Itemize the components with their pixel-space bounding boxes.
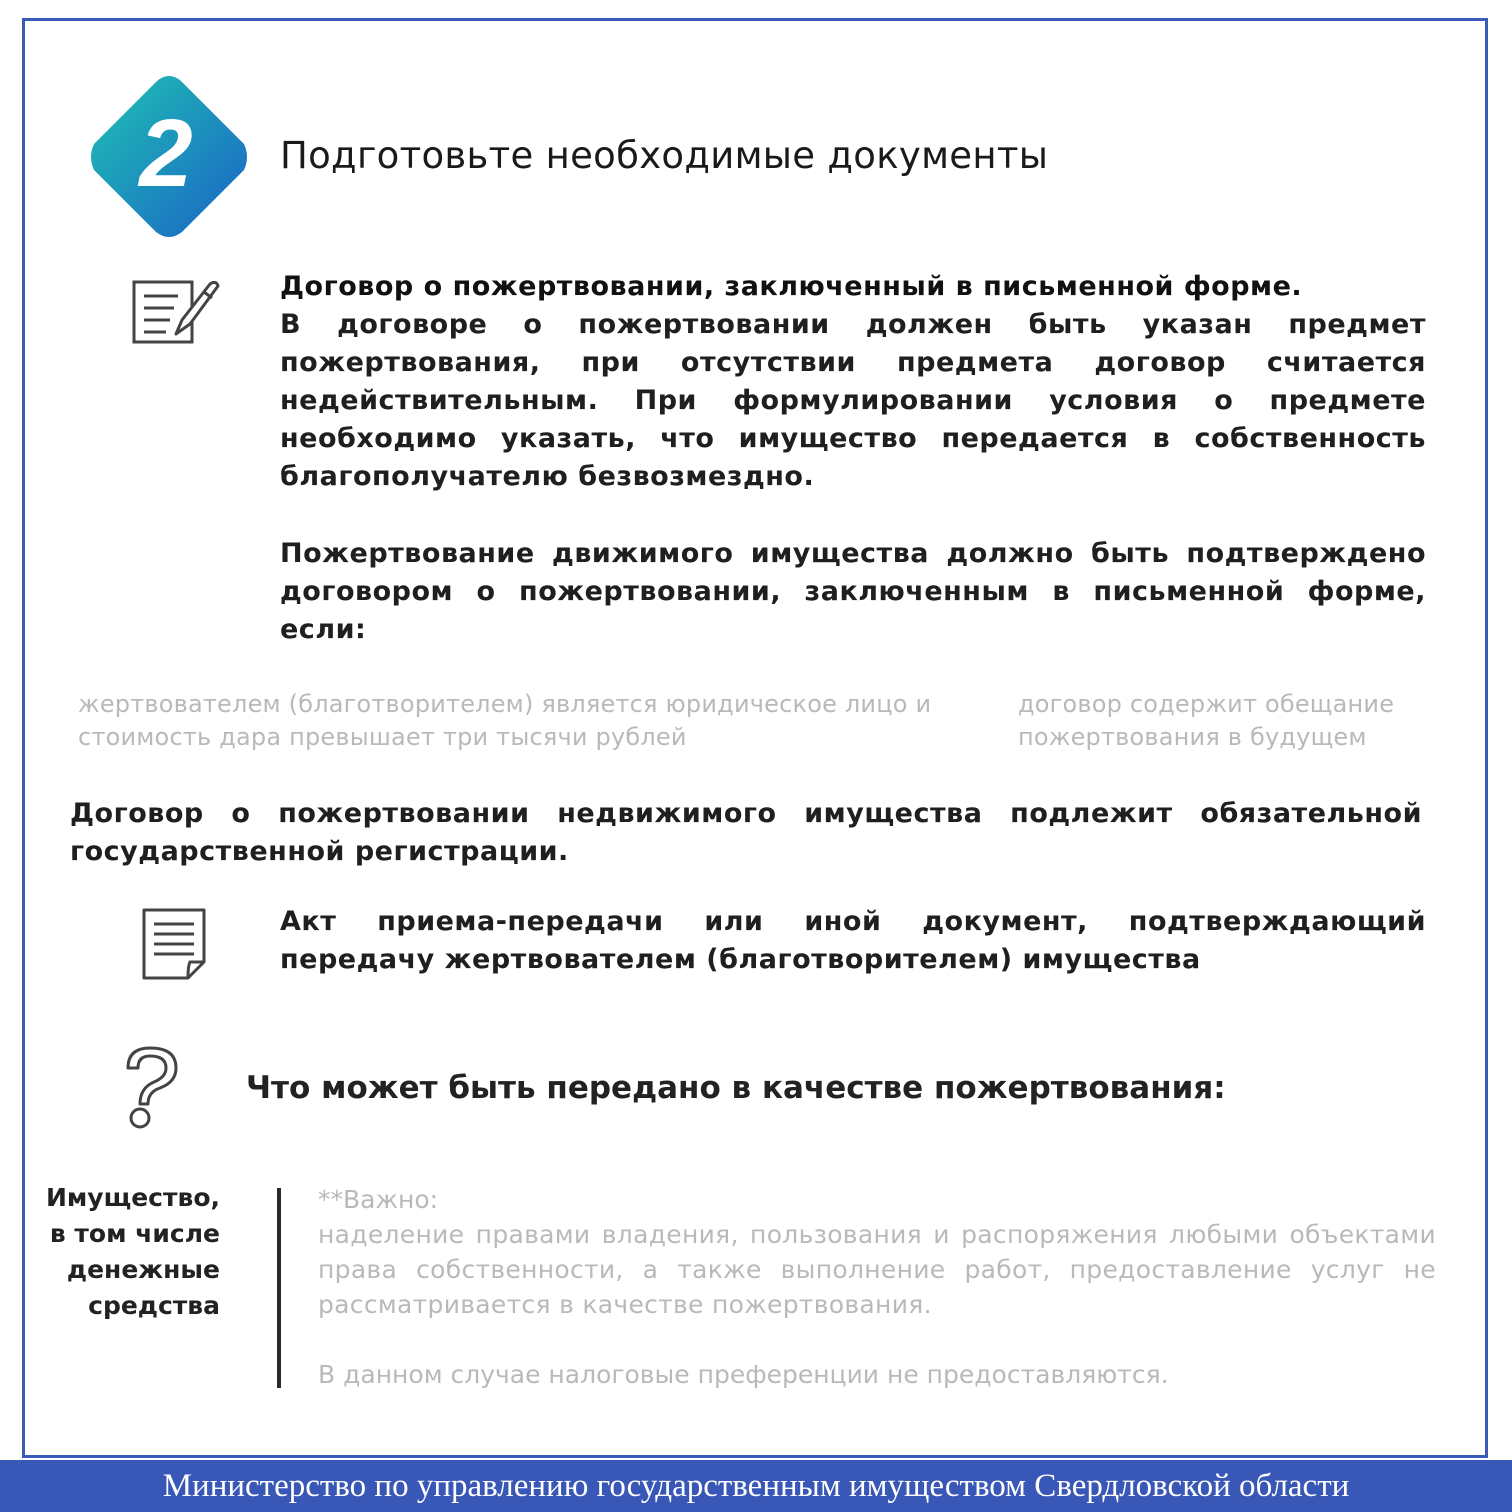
footer-banner: Министерство по управлению государственным имуществом Свердловской области	[0, 1460, 1512, 1512]
question-heading: Что может быть передано в качестве пожертвования:	[246, 1070, 1226, 1106]
condition-right: договор содержит обещание пожертвования в будущем	[1018, 690, 1395, 751]
divider	[277, 1188, 281, 1388]
step-number: 2	[139, 100, 193, 207]
page-title: Подготовьте необходимые документы	[280, 134, 1049, 177]
condition-left: жертвователем (благотворителем) является юридическое лицо и стоимость дара превышает три тысячи рублей	[78, 690, 932, 751]
step-badge	[84, 72, 254, 242]
contract-paragraph	[280, 268, 1426, 496]
question-mark-icon	[118, 1044, 184, 1130]
property-label: Имущество, в том числе денежные средства	[45, 1183, 220, 1320]
important-note	[318, 1182, 1436, 1392]
real-estate-paragraph: Договор о пожертвовании недвижимого имущества подлежит обязательной государственной регистрации.	[70, 798, 1422, 867]
movable-paragraph: Пожертвование движимого имущества должно быть подтверждено договором о пожертвовании, заключенным в письменной форме, если:	[280, 538, 1426, 645]
note-text: наделение правами владения, пользования и распоряжения любыми объектами права собственности, а также выполнение работ, предоставление услуг не рассматривается в качестве пожертвования.	[318, 1220, 1436, 1319]
contract-body: В договоре о пожертвовании должен быть указан предмет пожертвования, при отсутствии предмета договор считается недействительным. При формулировании условия о предмете необходимо указать, что имущество передается в собственность благополучателю безвозмездно.	[280, 309, 1426, 492]
contract-heading: Договор о пожертвовании, заключенный в письменной форме.	[280, 271, 1303, 302]
act-paragraph: Акт приема-передачи или иной документ, подтверждающий передачу жертвователем (благотворителем) имущества	[280, 906, 1426, 975]
diamond-badge-icon	[84, 72, 254, 242]
note-tax: В данном случае налоговые преференции не предоставляются.	[318, 1360, 1169, 1389]
document-pen-icon	[130, 276, 222, 348]
note-title: **Важно:	[318, 1185, 439, 1214]
document-icon	[140, 906, 210, 982]
